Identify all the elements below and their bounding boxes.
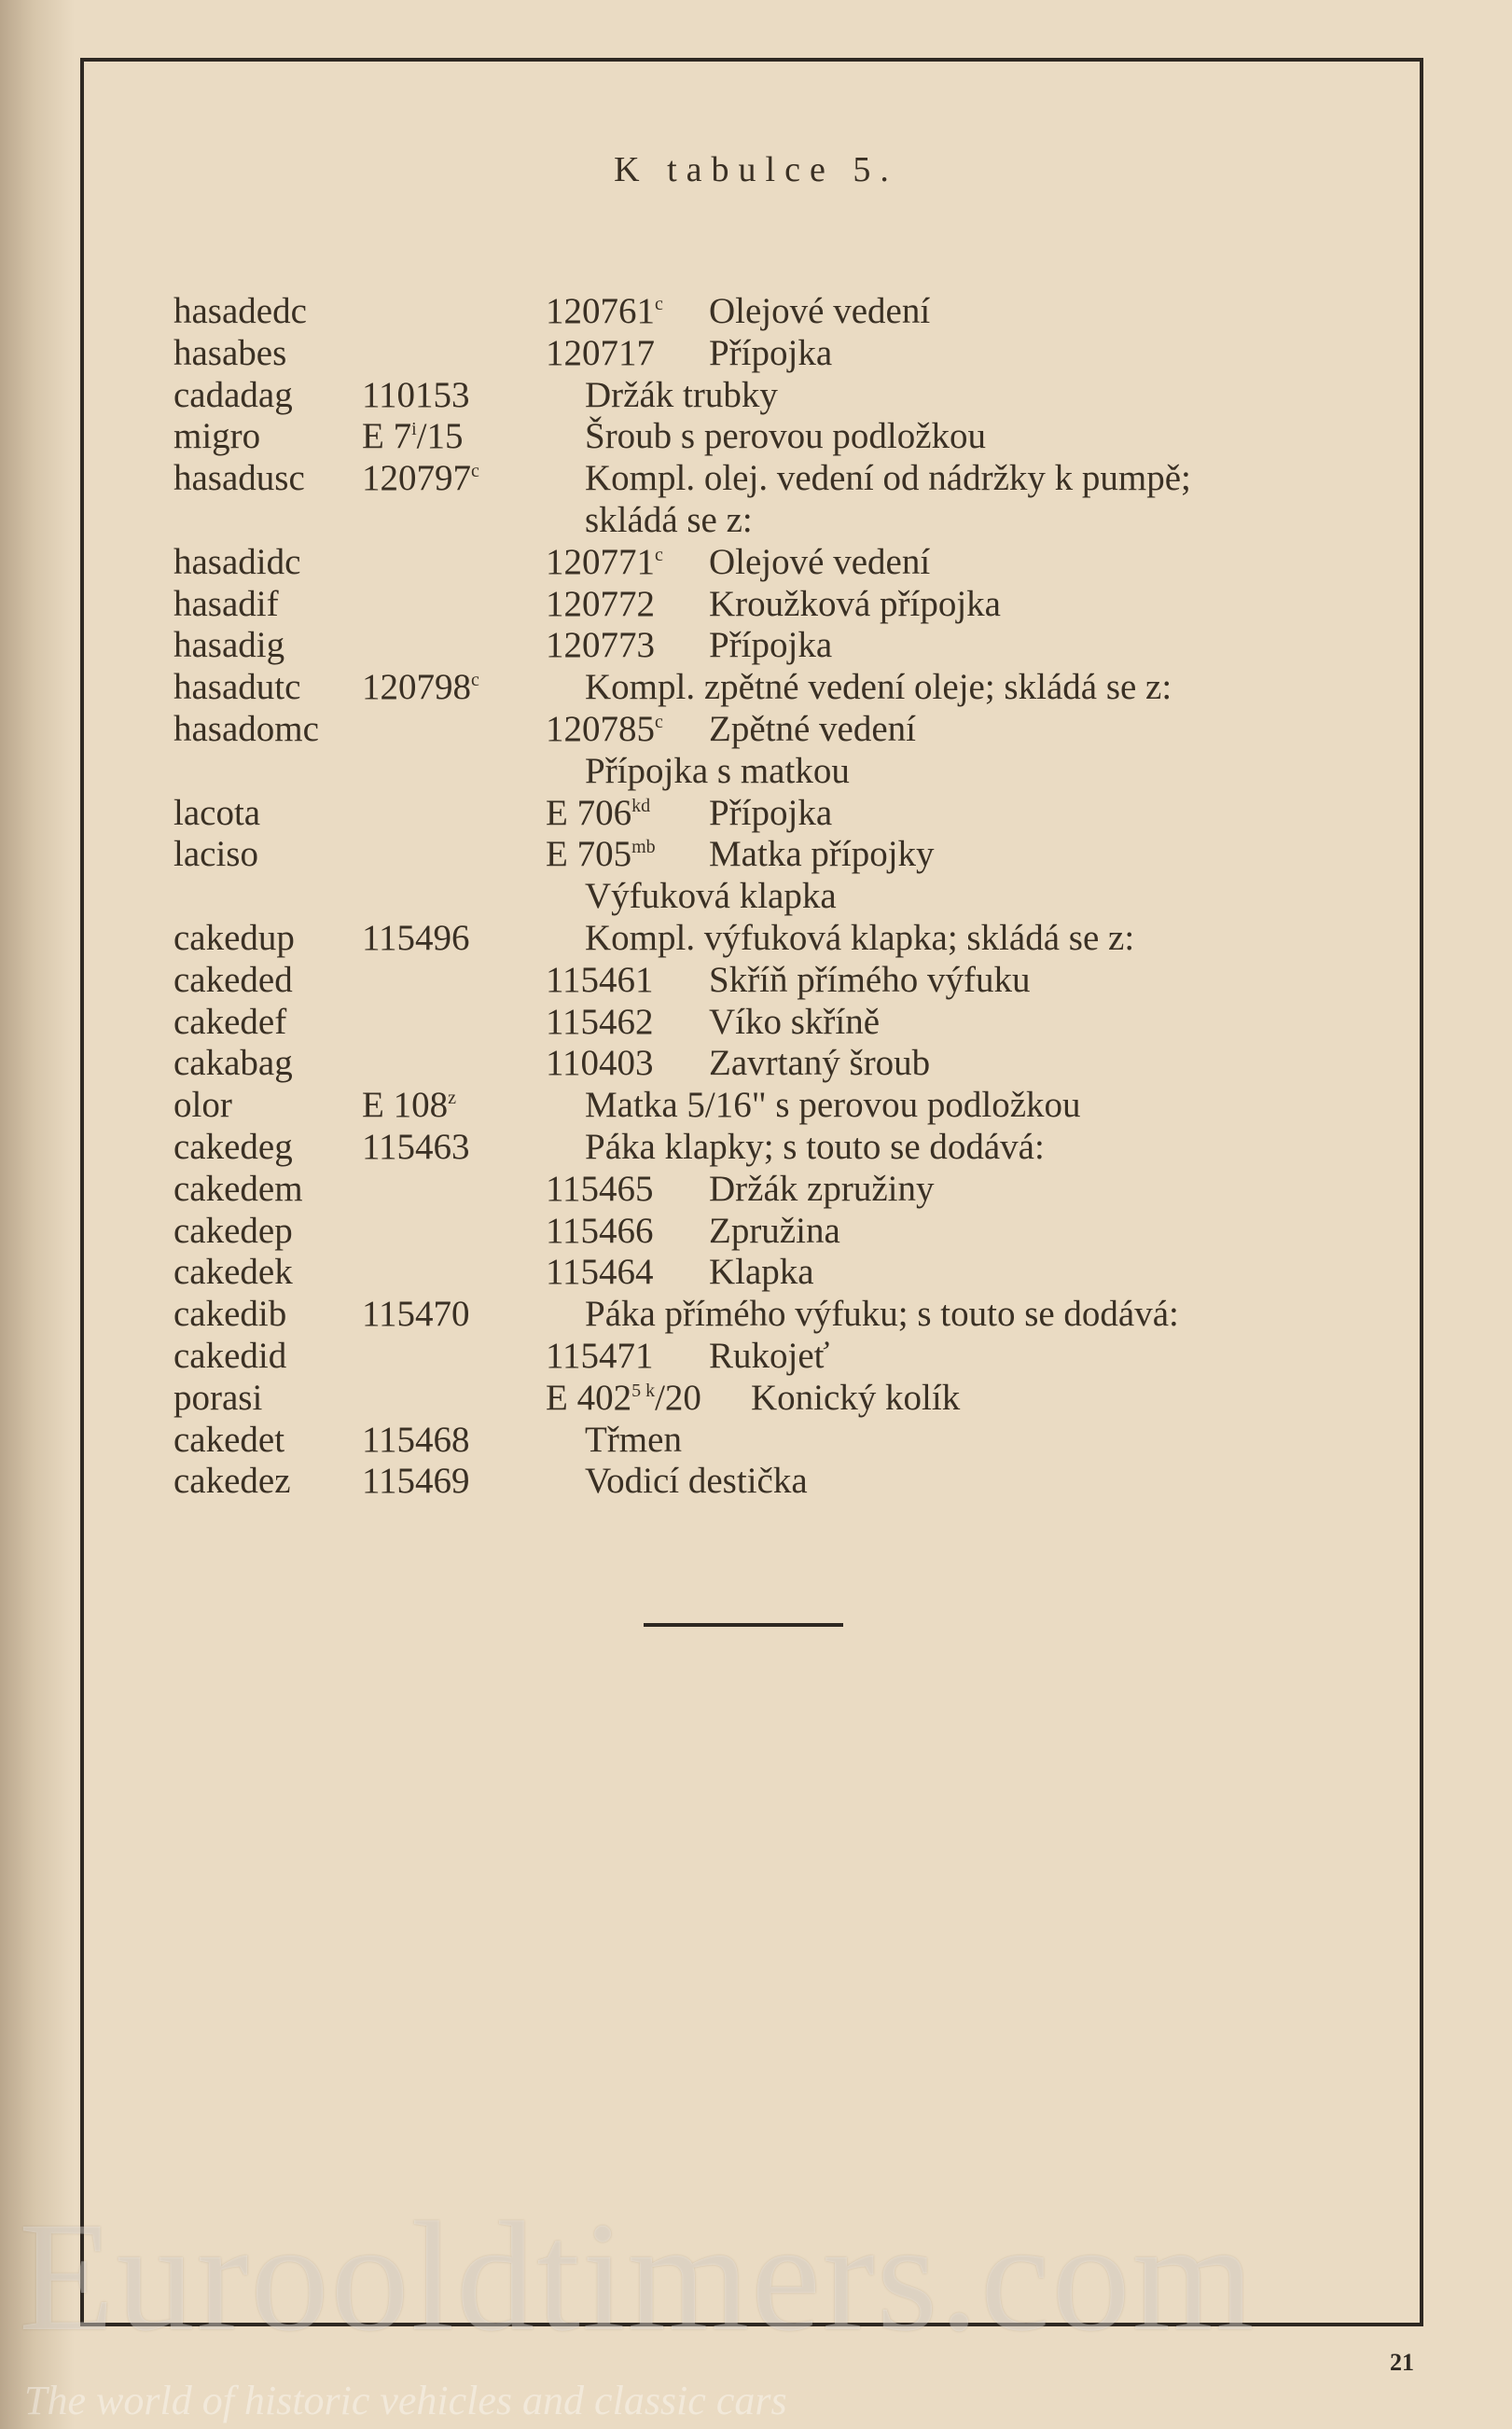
part-code: cakedez — [173, 1461, 291, 1502]
table-row — [0, 751, 1512, 793]
part-code: cakedem — [173, 1168, 303, 1209]
part-code: hasadedc — [173, 291, 307, 331]
part-description: Přípojka — [709, 332, 833, 373]
part-code: hasadusc — [173, 458, 305, 499]
sub-part-number: 120771$^c$ — [546, 541, 663, 582]
part-description: Matka 5/16" s perovou podložkou — [585, 1085, 1081, 1126]
table-row — [0, 709, 1512, 751]
sub-part-number: 120761$^c$ — [546, 291, 663, 331]
part-code: hasadutc — [173, 667, 301, 708]
part-code: cakedup — [173, 917, 295, 958]
sub-part-superscript: c — [655, 544, 663, 565]
part-description: Olejové vedení — [709, 291, 931, 331]
part-code: olor — [173, 1085, 232, 1126]
table-row — [0, 1378, 1512, 1420]
part-code: lacota — [173, 792, 261, 833]
part-number: 120797$^c$ — [362, 458, 479, 499]
table-row — [0, 625, 1512, 667]
page-number: 21 — [1390, 2349, 1414, 2376]
part-description: Přípojka s matkou — [585, 750, 850, 791]
sub-part-number: 115464 — [546, 1252, 654, 1293]
part-description: Vodicí destička — [585, 1461, 808, 1502]
part-code: hasadidc — [173, 541, 301, 582]
part-number: 110153 — [362, 374, 470, 415]
part-number-superscript: i — [411, 419, 417, 440]
table-row — [0, 876, 1512, 918]
table-row — [0, 960, 1512, 1002]
part-description: Držák zpružiny — [709, 1168, 935, 1209]
watermark-logo: Eurooldtimers.com — [19, 2190, 1256, 2364]
part-code: hasadomc — [173, 708, 319, 749]
part-number: 115463 — [362, 1126, 470, 1167]
part-description: Výfuková klapka — [585, 876, 837, 917]
sub-part-suffix: /20 — [655, 1377, 701, 1418]
part-number: E 108$^z$ — [362, 1085, 456, 1126]
part-code: hasadig — [173, 625, 285, 666]
part-code: migro — [173, 416, 261, 457]
part-code: hasabes — [173, 332, 287, 373]
sub-part-superscript: c — [655, 294, 663, 314]
part-code: cakabag — [173, 1043, 293, 1084]
part-description: Šroub s perovou podložkou — [585, 416, 987, 457]
table-row — [0, 667, 1512, 709]
watermark-tagline: The world of historic vehicles and classic cars — [24, 2378, 787, 2423]
part-description: Kompl. zpětné vedení oleje; skládá se z: — [585, 667, 1172, 708]
part-description: Zavrtaný šroub — [709, 1043, 931, 1084]
table-row — [0, 542, 1512, 584]
sub-part-superscript: mb — [631, 837, 656, 858]
table-row — [0, 500, 1512, 542]
table-row — [0, 333, 1512, 375]
part-description: Přípojka — [709, 625, 833, 666]
part-description: Skříň přímého výfuku — [709, 959, 1031, 1000]
section-divider — [644, 1623, 843, 1627]
part-code: cakedib — [173, 1294, 287, 1335]
sub-part-number: 115466 — [546, 1210, 654, 1251]
part-code: cakedek — [173, 1252, 293, 1293]
part-number-suffix: /15 — [416, 416, 464, 457]
part-code: cakedef — [173, 1001, 287, 1042]
part-number: E 7$^i$/15 — [362, 416, 464, 457]
part-description: Olejové vedení — [709, 541, 931, 582]
table-row — [0, 1043, 1512, 1085]
part-description: Konický kolík — [751, 1377, 961, 1418]
sub-part-superscript: c — [655, 711, 663, 732]
table-row — [0, 1169, 1512, 1211]
table-row — [0, 918, 1512, 960]
part-description: Rukojeť — [709, 1335, 830, 1376]
sub-part-number: 115471 — [546, 1335, 654, 1376]
part-description: Zpětné vedení — [709, 708, 916, 749]
table-row — [0, 584, 1512, 626]
part-description: Kompl. výfuková klapka; skládá se z: — [585, 917, 1135, 958]
part-description: Matka přípojky — [709, 834, 935, 875]
part-number-superscript: c — [471, 670, 479, 691]
part-description: Páka přímého výfuku; s touto se dodává: — [585, 1294, 1179, 1335]
sub-part-number: E $706^{kd}$ — [546, 792, 651, 833]
sub-part-number: 115461 — [546, 959, 654, 1000]
sub-part-number: E $705^{mb}$ — [546, 834, 656, 875]
part-description: skládá se z: — [585, 499, 753, 540]
part-number: 120798$^c$ — [362, 667, 479, 708]
part-description: Klapka — [709, 1252, 814, 1293]
sub-part-superscript: 5 k — [631, 1380, 656, 1401]
part-description: Přípojka — [709, 792, 833, 833]
part-description: Držák trubky — [585, 374, 778, 415]
sub-part-number: 110403 — [546, 1043, 654, 1084]
part-description: Víko skříně — [709, 1001, 881, 1042]
part-code: laciso — [173, 834, 258, 875]
part-number-superscript: c — [471, 461, 479, 482]
sub-part-number: 115465 — [546, 1168, 654, 1209]
part-code: cakedet — [173, 1419, 285, 1460]
part-description: Kroužková přípojka — [709, 583, 1001, 624]
table-row — [0, 834, 1512, 876]
part-number: 115496 — [362, 917, 470, 958]
part-number-superscript: z — [448, 1088, 456, 1109]
part-code: cakedep — [173, 1210, 293, 1251]
part-description: Páka klapky; s touto se dodává: — [585, 1126, 1045, 1167]
table-row — [0, 375, 1512, 417]
page-title: K tabulce 5. — [614, 150, 898, 189]
part-number: 115470 — [362, 1294, 470, 1335]
table-row — [0, 1420, 1512, 1462]
sub-part-number: 120772 — [546, 583, 655, 624]
part-description: Zpružina — [709, 1210, 840, 1251]
table-row — [0, 793, 1512, 835]
sub-part-number: 120773 — [546, 625, 655, 666]
part-code: cakedid — [173, 1335, 287, 1376]
table-row — [0, 1461, 1512, 1503]
part-description: Třmen — [585, 1419, 682, 1460]
sub-part-number: 120717 — [546, 332, 655, 373]
table-row — [0, 1294, 1512, 1336]
table-row — [0, 291, 1512, 333]
part-description: Kompl. olej. vedení od nádržky k pumpě; — [585, 458, 1191, 499]
table-row — [0, 1211, 1512, 1253]
part-code: hasadif — [173, 583, 279, 624]
table-row — [0, 458, 1512, 500]
part-code: cakedeg — [173, 1126, 293, 1167]
table-row — [0, 1252, 1512, 1294]
part-code: cakeded — [173, 959, 293, 1000]
part-number: 115468 — [362, 1419, 470, 1460]
part-number: 115469 — [362, 1461, 470, 1502]
table-row — [0, 1002, 1512, 1044]
sub-part-number: 120785$^c$ — [546, 708, 663, 749]
part-code: cadadag — [173, 374, 293, 415]
table-row — [0, 1127, 1512, 1169]
table-row — [0, 416, 1512, 458]
table-row — [0, 1085, 1512, 1127]
part-code: porasi — [173, 1377, 263, 1418]
sub-part-number: E $402^{5 k}/20$ — [546, 1377, 701, 1418]
sub-part-superscript: kd — [631, 795, 651, 816]
sub-part-number: 115462 — [546, 1001, 654, 1042]
parts-table — [0, 291, 1512, 1503]
table-row — [0, 1336, 1512, 1378]
